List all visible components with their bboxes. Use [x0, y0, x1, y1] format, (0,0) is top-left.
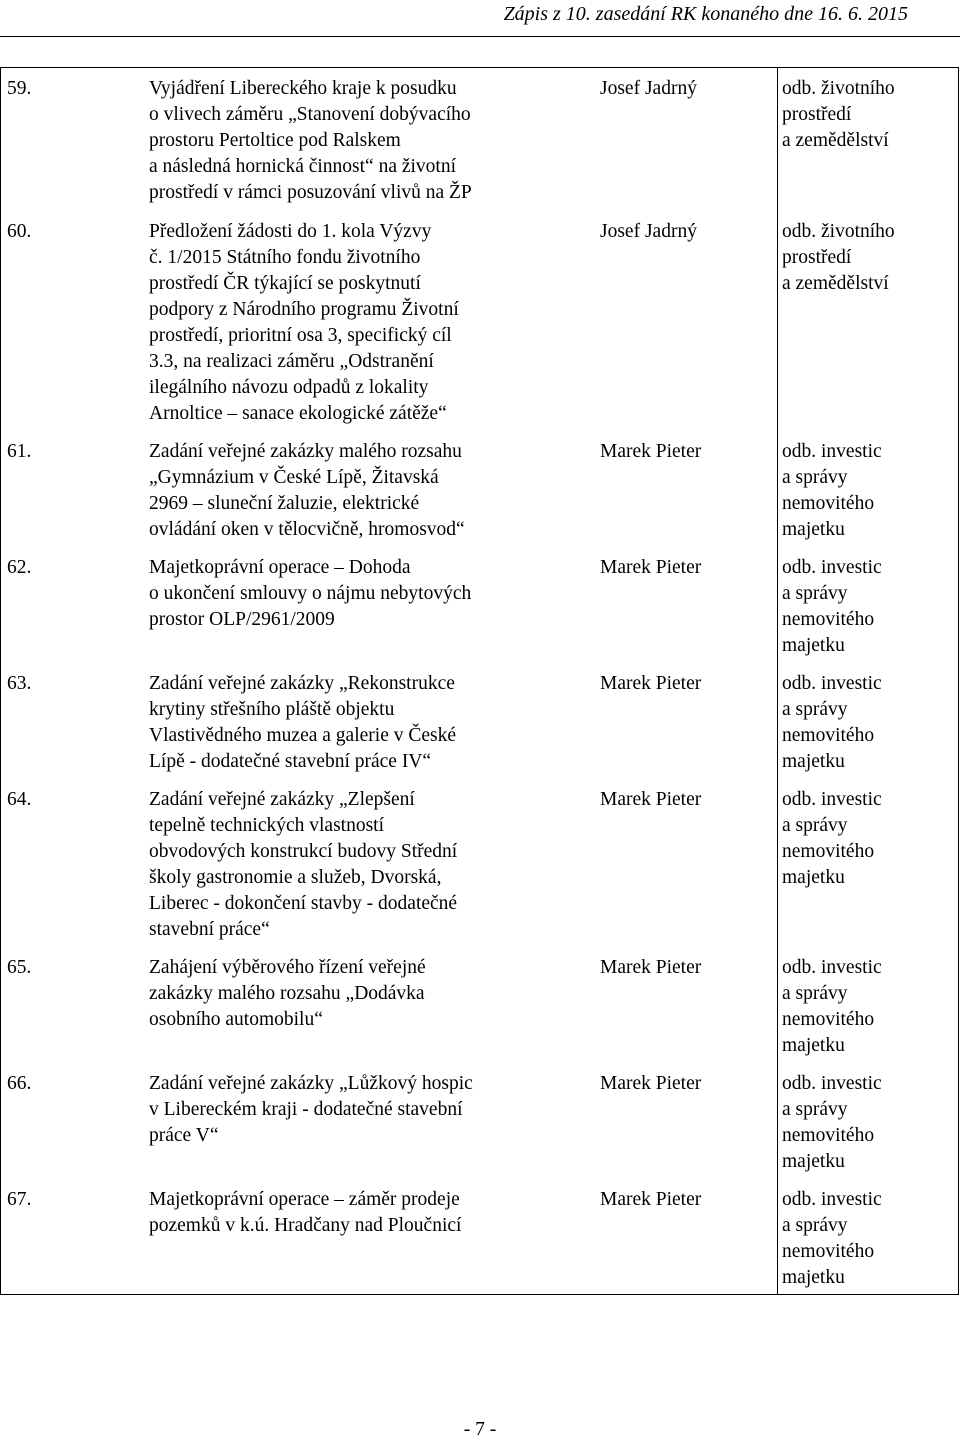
item-department: odb. investic a správy nemovitého majetku: [782, 1073, 882, 1172]
item-presenter: Marek Pieter: [600, 673, 702, 694]
item-number: 67.: [7, 1189, 32, 1210]
item-department: odb. investic a správy nemovitého majetku: [782, 789, 882, 888]
item-number: 65.: [7, 957, 32, 978]
item-department: odb. životního prostředí a zemědělství: [782, 221, 895, 294]
item-title: Předložení žádosti do 1. kola Výzvy č. 1/2015 Státního fondu životního prostředí ČR týkající se poskytnutí podpory z Národního programu Životní prostředí, prioritní osa 3, specifický cíl 3.3, na realizaci záměru „Odstranění ilegálního návozu odpadů z lokality Arnoltice – sanace ekologické zátěže“: [149, 221, 459, 424]
item-presenter: Josef Jadrný: [600, 78, 697, 99]
item-department: odb. životního prostředí a zemědělství: [782, 78, 895, 151]
item-department: odb. investic a správy nemovitého majetku: [782, 1189, 882, 1288]
item-department: odb. investic a správy nemovitého majetku: [782, 441, 882, 540]
item-number: 60.: [7, 221, 32, 242]
item-title: Zadání veřejné zakázky „Rekonstrukce krytiny střešního pláště objektu Vlastivědného muzea a galerie v České Lípě - dodatečné stavební práce IV“: [149, 673, 457, 772]
item-title: Zadání veřejné zakázky malého rozsahu „Gymnázium v České Lípě, Žitavská 2969 – sluneční žaluzie, elektrické ovládání oken v tělocvičně, hromosvod“: [149, 441, 465, 540]
item-number: 61.: [7, 441, 32, 462]
item-title: Majetkoprávní operace – záměr prodeje pozemků v k.ú. Hradčany nad Ploučnicí: [149, 1189, 462, 1236]
item-number: 63.: [7, 673, 32, 694]
item-number: 66.: [7, 1073, 32, 1094]
item-presenter: Josef Jadrný: [600, 221, 697, 242]
agenda-table: [0, 67, 959, 1295]
item-title: Vyjádření Libereckého kraje k posudku o vlivech záměru „Stanovení dobývacího prostoru Pertoltice pod Ralskem a následná hornická činnost“ na životní prostředí v rámci posuzování vlivů na ŽP: [149, 78, 472, 203]
item-department: odb. investic a správy nemovitého majetku: [782, 673, 882, 772]
page-header-title: Zápis z 10. zasedání RK konaného dne 16. 6. 2015: [503, 3, 908, 25]
item-number: 59.: [7, 78, 32, 99]
header-divider: [0, 36, 960, 37]
item-department: odb. investic a správy nemovitého majetku: [782, 957, 882, 1056]
page-number: - 7 -: [463, 1419, 497, 1440]
item-title: Majetkoprávní operace – Dohoda o ukončení smlouvy o nájmu nebytových prostor OLP/2961/2009: [149, 557, 472, 630]
item-presenter: Marek Pieter: [600, 1189, 702, 1210]
item-presenter: Marek Pieter: [600, 557, 702, 578]
item-number: 62.: [7, 557, 32, 578]
department-column-divider: [777, 67, 778, 1295]
item-presenter: Marek Pieter: [600, 957, 702, 978]
item-title: Zadání veřejné zakázky „Lůžkový hospic v Libereckém kraji - dodatečné stavební práce V“: [149, 1073, 473, 1146]
item-presenter: Marek Pieter: [600, 1073, 702, 1094]
item-presenter: Marek Pieter: [600, 789, 702, 810]
item-presenter: Marek Pieter: [600, 441, 702, 462]
item-title: Zahájení výběrového řízení veřejné zakázky malého rozsahu „Dodávka osobního automobilu“: [149, 957, 426, 1030]
item-department: odb. investic a správy nemovitého majetku: [782, 557, 882, 656]
item-title: Zadání veřejné zakázky „Zlepšení tepelně technických vlastností obvodových konstrukcí budovy Střední školy gastronomie a služeb, Dvorská, Liberec - dokončení stavby - dodatečné stavební práce“: [149, 789, 458, 940]
item-number: 64.: [7, 789, 32, 810]
